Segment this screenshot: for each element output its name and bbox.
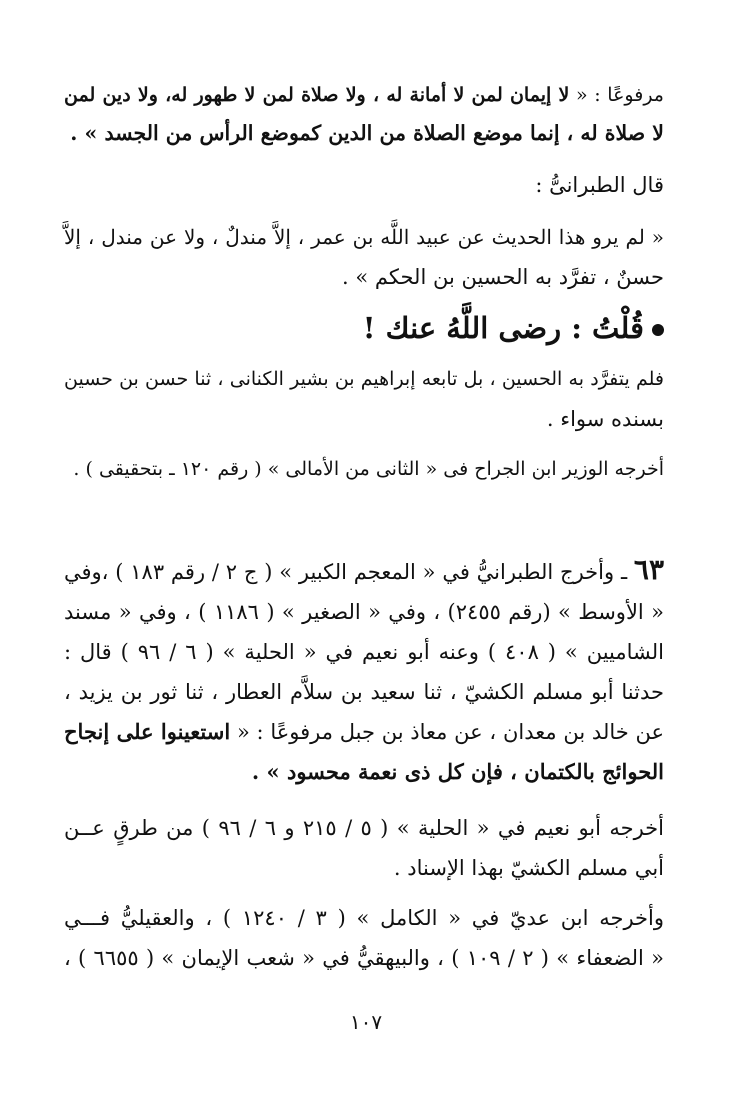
hadith-text: الحوائج بالكتمان ، فإن كل ذى نعمة محسود » . [251, 759, 664, 784]
bullet-icon [652, 324, 664, 336]
text-line: وأخرجه ابن عديّ في « الكامل » ( ٣ / ١٢٤٠ ) ، والعقيليُّ فـــي [64, 906, 664, 930]
page-number: ١٠٧ [349, 1010, 383, 1034]
hadith-text: استعينوا على إنجاح [64, 719, 231, 744]
text-run: ـ وأخرج الطبرانيُّ في « المعجم الكبير » ( ج ٢ / رقم ١٨٣ ) ،وفي [64, 560, 634, 584]
text-line: الشاميين » ( ٤٠٨ ) وعنه أبو نعيم في « الحلية » ( ٦ / ٩٦ ) قال : [64, 640, 664, 664]
text-line: حسنٌ ، تفرَّد به الحسين بن الحكم » . [342, 265, 664, 289]
text-line: قال الطبرانىُّ : [535, 173, 664, 197]
text-run: عن خالد بن معدان ، عن معاذ بن جبل مرفوعًا : « [230, 720, 664, 744]
text-line: أخرجه الوزير ابن الجراح فى « الثانى من الأمالى » ( رقم ١٢٠ ـ بتحقيقى ) . [73, 458, 664, 480]
text-line: « لم يرو هذا الحديث عن عبيد اللَّه بن عمر ، إلاَّ مندلٌ ، ولا عن مندل ، إلاَّ [64, 225, 664, 249]
text-line: أبي مسلم الكشيّ بهذا الإسناد . [393, 856, 664, 880]
text-line: « الضعفاء » ( ٢ / ١٠٩ ) ، والبيهقيُّ في « شعب الإيمان » ( ٦٦٥٥ ) ، [64, 946, 665, 970]
section-heading [64, 308, 664, 348]
hadith-text: لا إيمان لمن لا أمانة له ، ولا صلاة لمن لا طهور له، ولا دين لمن [64, 84, 570, 106]
text-line: أخرجه أبو نعيم في « الحلية » ( ٥ / ٢١٥ و ٦ / ٩٦ ) من طرقٍ عــن [64, 816, 664, 840]
text-line: « الأوسط » (رقم ٢٤٥٥) ، وفي « الصغير » ( ١١٨٦ ) ، وفي « مسند [64, 600, 664, 624]
hadith-number: ٦٣ [633, 553, 664, 586]
text-line: بسنده سواء . [546, 407, 664, 431]
hadith-text: لا صلاة له ، إنما موضع الصلاة من الدين كموضع الرأس من الجسد » . [70, 121, 664, 145]
text-line [64, 555, 664, 587]
heading-text: قُلْتُ : رضى اللَّهُ عنك ! [362, 311, 644, 345]
text-line: حدثنا أبو مسلم الكشيّ ، ثنا سعيد بن سلاَّم العطار ، ثنا ثور بن يزيد ، [64, 680, 664, 704]
text-run: مرفوعًا : « [569, 84, 664, 106]
text-line [64, 80, 664, 110]
text-line [64, 717, 664, 747]
text-line: فلم يتفرَّد به الحسين ، بل تابعه إبراهيم بن بشير الكنانى ، ثنا حسن بن حسين [64, 368, 664, 390]
